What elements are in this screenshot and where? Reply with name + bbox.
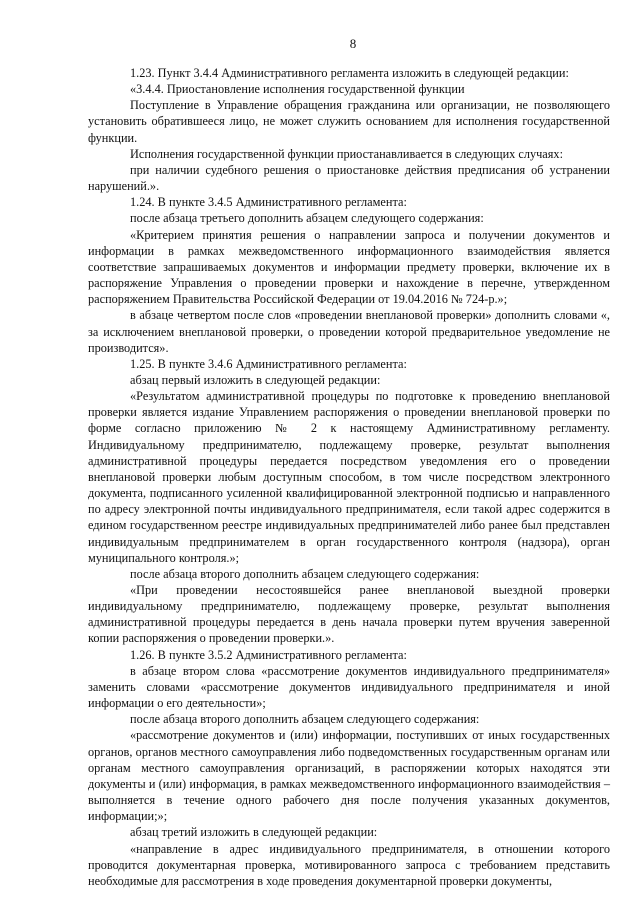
page-number: 8 — [349, 36, 357, 51]
paragraph-3-4-4-title: «3.4.4. Приостановление исполнения государственной функции — [130, 82, 465, 97]
paragraph-suspension-cases: Исполнения государственной функции приостанавливается в следующих случаях: — [130, 146, 563, 161]
document-body — [88, 65, 610, 889]
paragraph-third-edition: абзац третий изложить в следующей редакции: — [130, 825, 378, 840]
paragraph-add-after-second: после абзаца второго дополнить абзацем следующего содержания: — [130, 566, 480, 581]
paragraph-request-criterion: «Критерием принятия решения о направлении запроса и получении документов и информации в рамках межведомственного информационного взаимодействия является соответствие запрашиваемых документов и информации предмету проверки, включение их в распоряжение Управления о проведении проверки и нахождение в перечне, утвержденном распоряжением Правительства Российской Федерации от 19.04.2016 № 724-р.»; — [88, 227, 610, 307]
paragraph-add-after-third: после абзаца третьего дополнить абзацем следующего содержания: — [130, 211, 484, 226]
paragraph-documents-review: «рассмотрение документов и (или) информации, поступивших от иных государственных органов, органов местного самоуправления либо подведомственных государственным органам или органам местного самоуправления организаций, в распоряжении которых находятся эти документы и (или) информация, в рамках межведомственного информационного взаимодействия – выполняется в течение одного рабочего дня после получения указанных документов, информации;»; — [88, 728, 610, 824]
paragraph-failed-inspection: «При проведении несостоявшейся ранее внеплановой выездной проверки индивидуальному предпринимателю, подлежащему проверке, результат выполнения административной процедуры передается в день начала проверки путем вручения заверенной копии распоряжения о проведении проверки.». — [88, 583, 610, 646]
paragraph-second-replace: в абзаце втором слова «рассмотрение документов индивидуального предпринимателя» заменить словами «рассмотрение документов индивидуального предпринимателя и иной информации о его деятельности»; — [88, 663, 610, 711]
document-page — [88, 36, 610, 889]
paragraph-procedure-result: «Результатом административной процедуры по подготовке к проведению внеплановой проверки является издание Управлением распоряжения о проведении внеплановой проверки по форме согласно приложению № 2 к настоящему Административному регламенту. Индивидуальному предпринимателю, подлежащему проверке, результат выполнения административной процедуры передается посредством уведомления его о проведении внеплановой проверки любым доступным способом, в том числе посредством электронного документа, подписанного усиленной квалифицированной электронной подписью и направленного по адресу электронной почты индивидуального предпринимателя, если такой адрес содержится в едином государственном реестре индивидуальных предпринимателей либо ранее был представлен индивидуальным предпринимателем в орган государственного контроля (надзора), орган муниципального контроля.»; — [88, 389, 610, 565]
paragraph-first-edition: абзац первый изложить в следующей редакции: — [130, 372, 381, 387]
paragraph-court-decision: при наличии судебного решения о приостановке действия предписания об устранении нарушений.». — [88, 162, 610, 194]
paragraph-1-24-heading: 1.24. В пункте 3.4.5 Административного регламента: — [130, 195, 407, 210]
paragraph-1-23-heading: 1.23. Пункт 3.4.4 Административного регламента изложить в следующей редакции: — [130, 66, 569, 80]
paragraph-request-direction: «направление в адрес индивидуального предпринимателя, в отношении которого проводится документарная проверка, мотивированного запроса с требованием представить необходимые для рассмотрения в ходе проведения документарной проверки документы, — [88, 841, 610, 888]
paragraph-appeal-rule: Поступление в Управление обращения гражданина или организации, не позволяющего установить обратившееся лицо, не может служить основанием для исполнения государственной функции. — [88, 98, 610, 145]
paragraph-add-after-second-2: после абзаца второго дополнить абзацем следующего содержания: — [130, 712, 480, 727]
paragraph-1-25-heading: 1.25. В пункте 3.4.6 Административного регламента: — [130, 356, 407, 371]
paragraph-1-26-heading: 1.26. В пункте 3.5.2 Административного регламента: — [130, 647, 407, 662]
paragraph-fourth-amendment: в абзаце четвертом после слов «проведении внеплановой проверки» дополнить словами «, за исключением внеплановой проверки, о проведении которой предварительное уведомление не производится». — [88, 308, 610, 355]
